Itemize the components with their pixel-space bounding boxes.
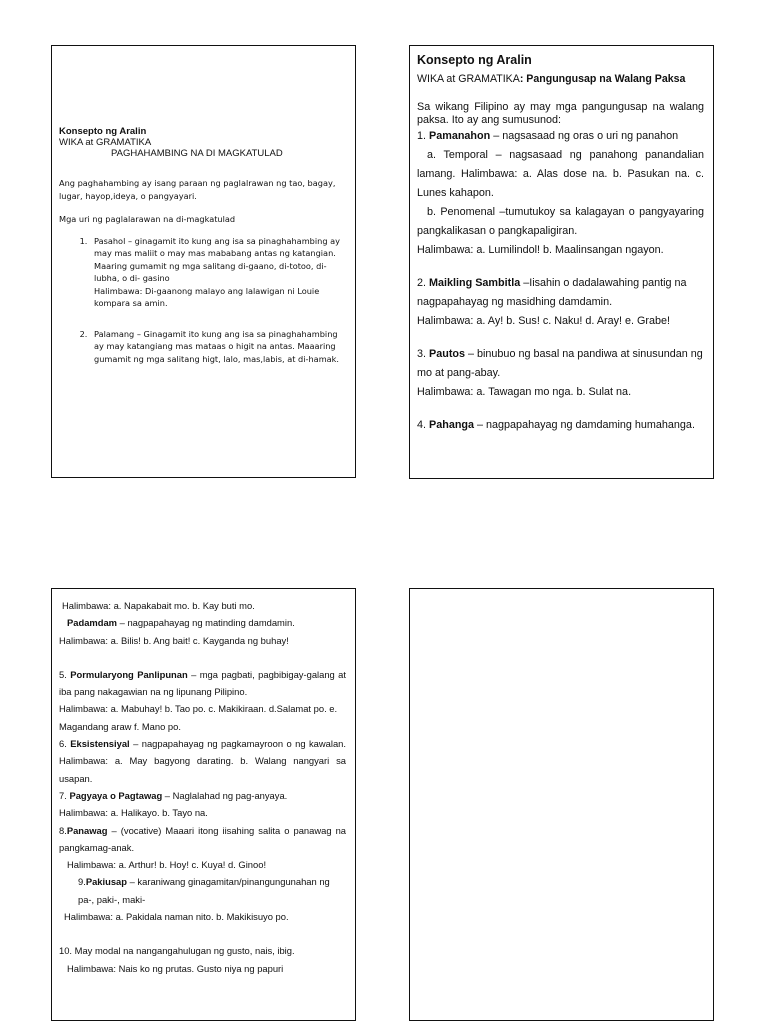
section-text: – nagpapahayag ng pagkamayroon o ng kawalan. Halimbawa: a. May bagyong darating. b. Walang nangyari sa usapan. (59, 738, 346, 784)
example-line: Halimbawa: a. Arthur! b. Hoy! c. Kuya! d. Ginoo! (67, 859, 267, 871)
section-number: 6. (59, 738, 71, 750)
section-term: Pormularyong Panlipunan (70, 668, 188, 680)
section-text: –Iisahin o dadalawahing pantig na nagpapahayag ng masidhing damdamin. (417, 277, 687, 308)
section-term: Pagyaya o Pagtawag (69, 789, 163, 801)
section-3 (417, 345, 704, 383)
section-8 (59, 822, 346, 857)
example-line: Halimbawa: a. Bilis! b. Ang bait! c. Kayganda ng buhay! (59, 634, 289, 646)
section-term: Eksistensiyal (70, 738, 130, 750)
example-line: Halimbawa: a. Pakidala naman nito. b. Makikisuyo po. (64, 911, 289, 923)
section-6 (59, 735, 346, 787)
item-text: Pasahol – ginagamit ito kung ang isa sa pinaghahambing ay may mas maliit o may mas mababang antas ng katangian. Maaring gumamit ng mga salitang di-gaano, di-totoo, di-lubha, o di- gasino (94, 235, 340, 283)
section-term: Padamdam (67, 617, 118, 629)
section-number: 2. (417, 277, 430, 289)
section-number: 4. (417, 419, 430, 431)
intro-paragraph: Sa wikang Filipino ay may mga pangungusap na walang paksa. Ito ay ang sumusunod: (417, 101, 704, 126)
item-text: Palamang – Ginagamit ito kung ang isa sa pinaghahambing ay may katangiang mas mataas o higit na antas. Maaaring gumamit ng mga salitang higt, lalo, mas,labis, at di-hamak. (94, 328, 340, 364)
section-text: – nagpapahayag ng matinding damdamin. (117, 617, 295, 629)
item-example: Halimbawa: Di-gaanong malayo ang lalawigan ni Louie kompara sa amin. (94, 285, 320, 308)
section-text: – Naglalahad ng pag-anyaya. (162, 789, 288, 801)
example-line: Halimbawa: a. Halikayo. b. Tayo na. (59, 807, 208, 819)
list-item (90, 328, 347, 366)
card-content (417, 51, 704, 435)
section-term: Pautos (429, 348, 466, 360)
section-5 (59, 666, 346, 701)
example-line: Halimbawa: Nais ko ng prutas. Gusto niya ng papuri (67, 962, 284, 974)
example-line: Halimbawa: a. Mabuhay! b. Tao po. c. Makikiraan. d.Salamat po. e. Magandang araw f. Mano po. (59, 703, 338, 732)
section-10: 10. May modal na nangangahulugan ng gusto, nais, ibig. (59, 945, 295, 957)
subtitle-bold: : Pangungusap na Walang Paksa (519, 73, 686, 85)
section-2 (417, 274, 704, 312)
section-term: Maikling Sambitla (429, 277, 521, 289)
section-text: – binubuo ng basal na pandiwa at sinusundan ng mo at pang-abay. (417, 348, 703, 379)
section-text: – nagsasaad ng oras o uri ng panahon (490, 130, 679, 142)
section-number: 3. (417, 348, 430, 360)
subitem-temporal: a. Temporal – nagsasaad ng panahong panandalian lamang. Halimbawa: a. Alas dose na. b. Pasukan na. c. Lunes kahapon. (417, 149, 704, 199)
card-title: Konsepto ng Aralin (59, 126, 147, 137)
card-title: Konsepto ng Aralin (417, 53, 532, 67)
section-text: – nagpapahayag ng damdaming humahanga. (474, 419, 695, 431)
example-line: Halimbawa: a. Tawagan mo nga. b. Sulat na. (417, 386, 632, 398)
section-number: 5. (59, 668, 71, 680)
section-term: Pahanga (429, 419, 475, 431)
section-4 (417, 416, 704, 435)
section-term: Panawag (66, 824, 108, 836)
example-line: Halimbawa: a. Ay! b. Sus! c. Naku! d. Aray! e. Grabe! (417, 315, 671, 327)
section-number: 9. (78, 876, 86, 888)
subtitle-plain: WIKA at GRAMATIKA (417, 73, 520, 85)
section-number: 1. (417, 130, 430, 142)
card-subtitle (417, 70, 704, 89)
card-topic: PAGHAHAMBING NA DI MAGKATULAD (111, 148, 283, 159)
subitem-penomenal: b. Penomenal –tumutukoy sa kalagayan o pangyayaring pangkalikasan o pangkapaligiran. (417, 206, 704, 237)
section-padamdam (59, 614, 346, 631)
intro-paragraph: Ang paghahambing ay isang paraan ng paglalrawan ng tao, bagay, lugar, hayop,ideya, o pangyayari. (59, 178, 336, 201)
section-9 (59, 873, 346, 908)
card-content (59, 597, 346, 977)
section-7 (59, 787, 346, 804)
lesson-card-continued (51, 588, 356, 1021)
card-content (59, 126, 347, 383)
example-line: Halimbawa: a. Napakabait mo. b. Kay buti mo. (62, 600, 255, 611)
lesson-card-comparison (51, 45, 356, 478)
section-term: Pamanahon (429, 130, 491, 142)
section-term: Pakiusap (85, 876, 127, 888)
types-heading: Mga uri ng paglalarawan na di-magkatulad (59, 214, 236, 224)
section-text: – (vocative) Maaari itong iisahing salita o panawag na pangkamag-anak. (59, 824, 346, 853)
lesson-card-sentences (409, 45, 714, 479)
types-list (59, 235, 347, 366)
card-subtitle: WIKA at GRAMATIKA (59, 137, 152, 148)
section-text: – mga pagbati, pagbibigay-galang at iba pang nakagawian na ng lipunang Pilipino. (59, 668, 346, 698)
blank-card (409, 588, 714, 1021)
section-text: – karaniwang ginagamitan/pinangungunahan ng pa-, paki-, maki- (78, 876, 330, 905)
section-1 (417, 127, 704, 146)
list-item (90, 235, 347, 310)
example-line: Halimbawa: a. Lumilindol! b. Maalinsangan ngayon. (417, 244, 664, 256)
section-number: 7. (59, 789, 70, 801)
section-number: 8. (59, 824, 67, 836)
